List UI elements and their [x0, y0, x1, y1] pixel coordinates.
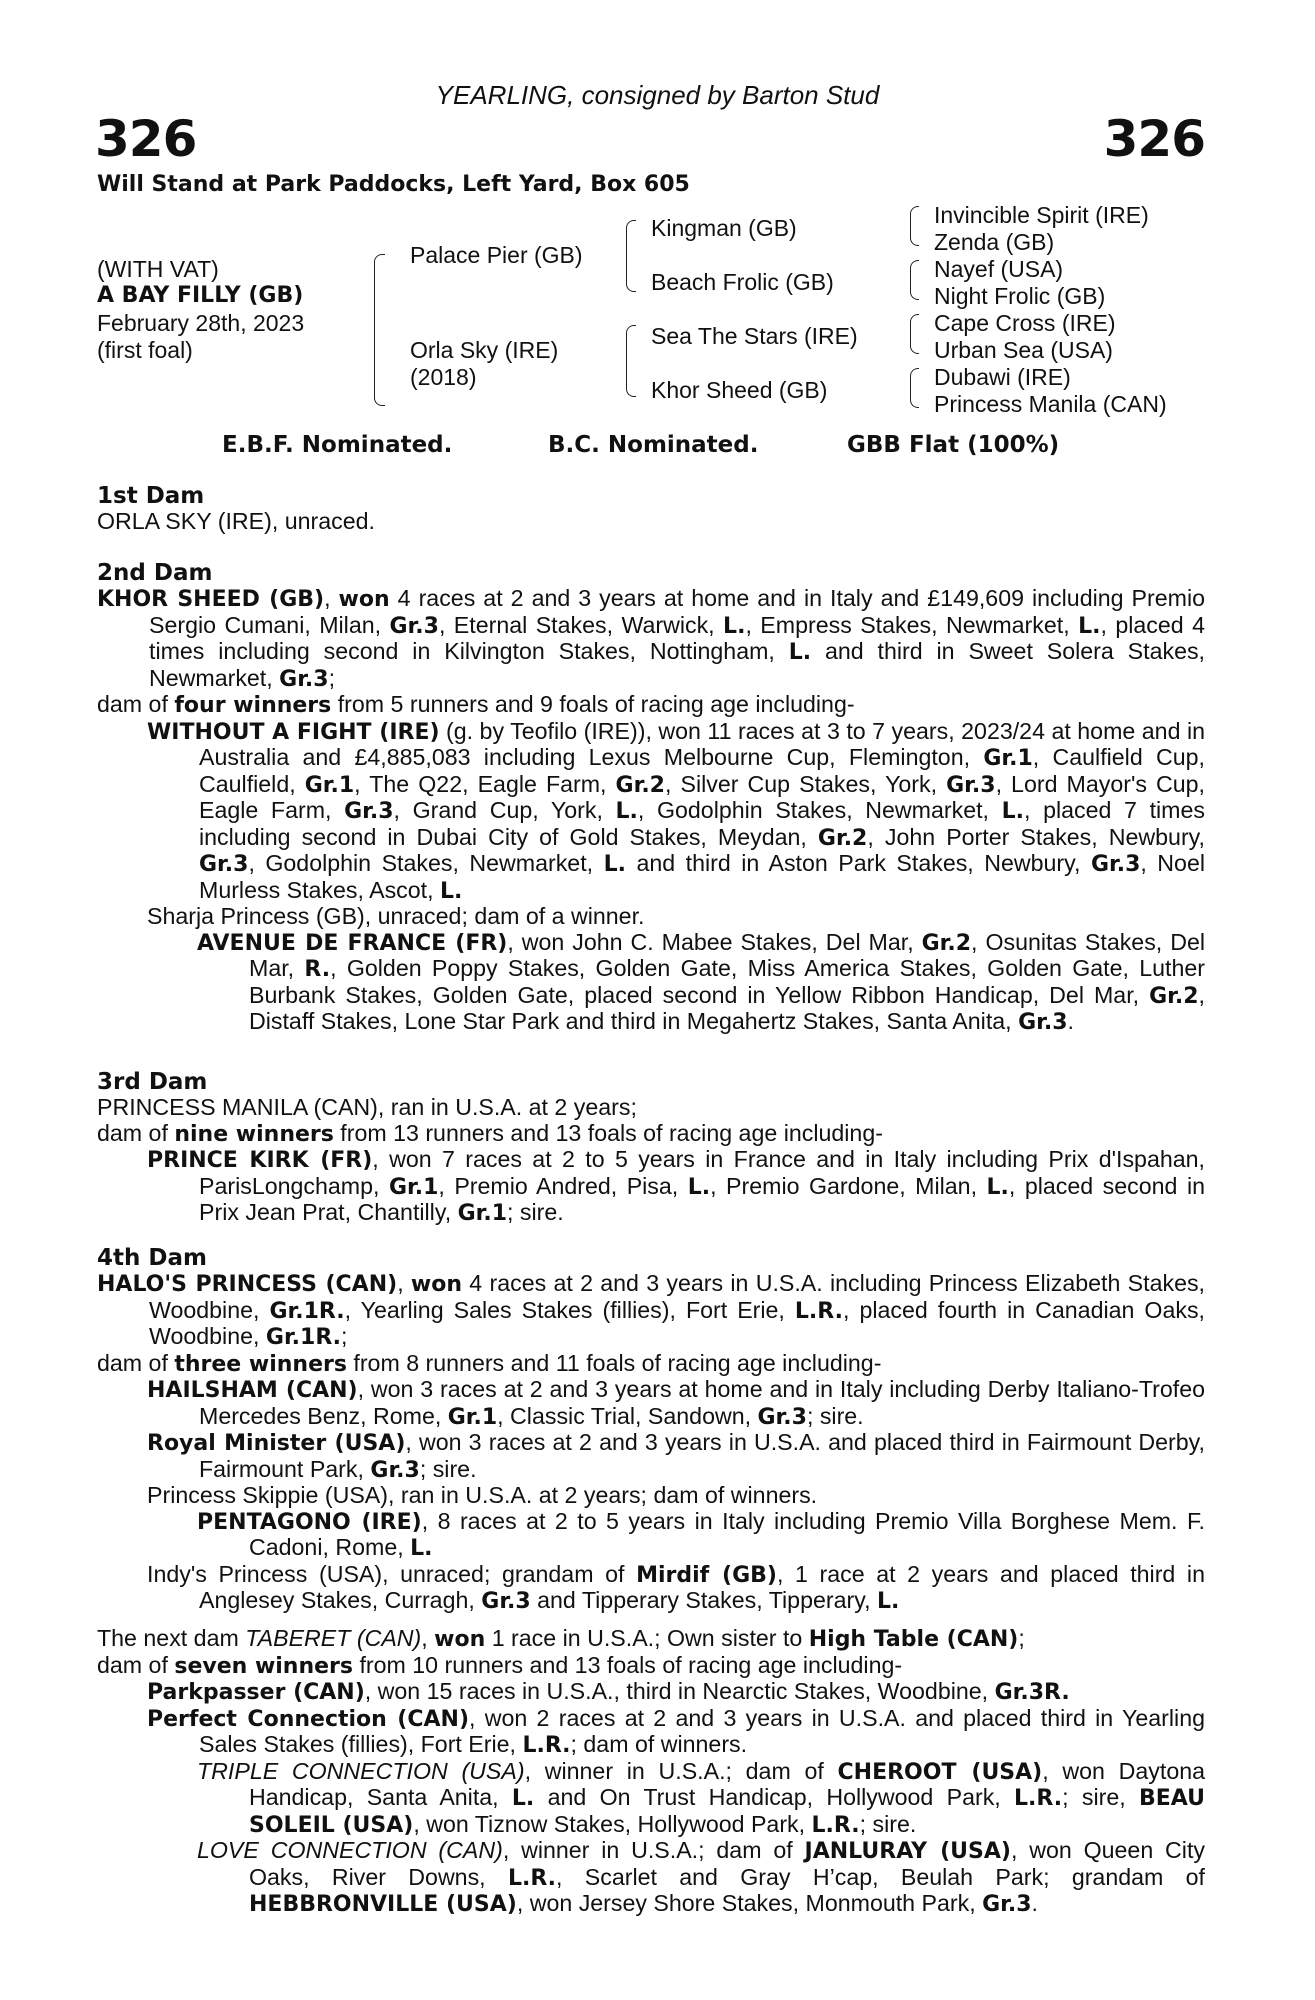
next-dam-produce-line: dam of seven winners from 10 runners and 13 foals of racing age including-: [97, 1651, 903, 1679]
fourth-dam-grandfoal-1: PENTAGONO (IRE), 8 races at 2 to 5 years in Italy including Premio Villa Borghese Mem. F. Cadoni, Rome, L.: [197, 1507, 1205, 1561]
pedigree-gen3-2: Zenda (GB): [934, 229, 1055, 255]
stand-location: Will Stand at Park Paddocks, Left Yard, Box 605: [97, 172, 690, 197]
next-dam-body: [97, 1626, 1205, 1918]
lot-number-left: 326: [95, 110, 197, 168]
third-dam-produce-line: dam of nine winners from 13 runners and 13 foals of racing age including-: [97, 1119, 883, 1147]
next-dam-grandfoal-2: LOVE CONNECTION (CAN), winner in U.S.A.; dam of JANLURAY (USA), won Queen City Oaks, River Downs, L.R., Scarlet and Gray H’cap, Beulah Park; grandam of HEBBRONVILLE (USA), won Jersey Shore Stakes, Monmouth Park, Gr.3.: [197, 1837, 1205, 1917]
brace-gen3-1: [910, 206, 919, 246]
subject-vat: (WITH VAT): [97, 256, 219, 282]
third-dam-para: PRINCESS MANILA (CAN), ran in U.S.A. at 2 years;: [97, 1094, 637, 1120]
brace-gen2-dam: [626, 325, 636, 397]
pedigree-dam-year: (2018): [410, 364, 477, 390]
fourth-dam-produce-line: dam of three winners from 8 runners and 11 foals of racing age including-: [97, 1349, 882, 1377]
second-dam-heading: 2nd Dam: [97, 560, 213, 586]
first-dam-text: ORLA SKY (IRE), unraced.: [97, 508, 375, 534]
pedigree-gen3-1: Invincible Spirit (IRE): [934, 202, 1149, 228]
subject-dob: February 28th, 2023: [97, 310, 305, 336]
pedigree-gen3-3: Nayef (USA): [934, 256, 1064, 282]
pedigree-gen2-3: Sea The Stars (IRE): [651, 323, 858, 349]
pedigree-gen2-1: Kingman (GB): [651, 215, 797, 241]
nomination-gbb: GBB Flat (100%): [847, 432, 1060, 458]
subject-note: (first foal): [97, 337, 193, 363]
brace-gen3-2: [910, 260, 919, 300]
pedigree-gen3-6: Urban Sea (USA): [934, 337, 1113, 363]
second-dam-para: KHOR SHEED (GB), won 4 races at 2 and 3 years at home and in Italy and £149,609 including Premio Sergio Cumani, Milan, Gr.3, Eternal Stakes, Warwick, L., Empress Stakes, Newmarket, L., placed 4 times including second in Kilvington Stakes, Nottingham, L. and third in Sweet Solera Stakes, Newmarket, Gr.3;: [97, 585, 1205, 692]
fourth-dam-foal-3: Princess Skippie (USA), ran in U.S.A. at 2 years; dam of winners.: [147, 1482, 818, 1508]
pedigree-dam: Orla Sky (IRE): [410, 337, 559, 363]
fourth-dam-foal-2: Royal Minister (USA), won 3 races at 2 and 3 years in U.S.A. and placed third in Fairmount Derby, Fairmount Park, Gr.3; sire.: [147, 1429, 1205, 1483]
third-dam-heading: 3rd Dam: [97, 1069, 208, 1095]
next-dam-foal-2: Perfect Connection (CAN), won 2 races at 2 and 3 years in U.S.A. and placed third in Yearling Sales Stakes (fillies), Fort Erie, L.R.; dam of winners.: [147, 1704, 1205, 1758]
brace-gen3-3: [910, 314, 919, 354]
nomination-bc: B.C. Nominated.: [548, 432, 759, 458]
pedigree-gen3-5: Cape Cross (IRE): [934, 310, 1116, 336]
second-dam-produce-line: dam of four winners from 5 runners and 9 foals of racing age including-: [97, 691, 855, 718]
pedigree-gen2-2: Beach Frolic (GB): [651, 269, 834, 295]
next-dam-foal-1: Parkpasser (CAN), won 15 races in U.S.A., third in Nearctic Stakes, Woodbine, Gr.3R.: [147, 1678, 1070, 1705]
second-dam-foal-1: WITHOUT A FIGHT (IRE) (g. by Teofilo (IRE)), won 11 races at 3 to 7 years, 2023/24 at home and in Australia and £4,885,083 including Lexus Melbourne Cup, Flemington, Gr.1, Caulfield Cup, Caulfield, Gr.1, The Q22, Eagle Farm, Gr.2, Silver Cup Stakes, York, Gr.3, Lord Mayor's Cup, Eagle Farm, Gr.3, Grand Cup, York, L., Godolphin Stakes, Newmarket, L., placed 7 times including second in Dubai City of Gold Stakes, Meydan, Gr.2, John Porter Stakes, Newbury, Gr.3, Godolphin Stakes, Newmarket, L. and third in Aston Park Stakes, Newbury, Gr.3, Noel Murless Stakes, Ascot, L.: [147, 717, 1205, 904]
brace-gen2-sire: [626, 220, 636, 292]
second-dam-body: [97, 586, 1205, 1036]
third-dam-body: [97, 1095, 1205, 1227]
fourth-dam-heading: 4th Dam: [97, 1245, 207, 1271]
next-dam-grandfoal-1: TRIPLE CONNECTION (USA), winner in U.S.A.; dam of CHEROOT (USA), won Daytona Handicap, Santa Anita, L. and On Trust Handicap, Hollywood Park, L.R.; sire, BEAU SOLEIL (USA), won Tiznow Stakes, Hollywood Park, L.R.; sire.: [197, 1757, 1206, 1838]
first-dam-heading: 1st Dam: [97, 483, 205, 509]
brace-gen1: [374, 254, 385, 406]
lot-number-right: 326: [1103, 110, 1205, 168]
pedigree-gen2-4: Khor Sheed (GB): [651, 377, 828, 403]
fourth-dam-para: HALO'S PRINCESS (CAN), won 4 races at 2 and 3 years in U.S.A. including Princess Elizabeth Stakes, Woodbine, Gr.1R., Yearling Sales Stakes (fillies), Fort Erie, L.R., placed fourth in Canadian Oaks, Woodbine, Gr.1R.;: [97, 1270, 1205, 1350]
fourth-dam-foal-4: Indy's Princess (USA), unraced; grandam of Mirdif (GB), 1 race at 2 years and placed third in Anglesey Stakes, Curragh, Gr.3 and Tipperary Stakes, Tipperary, L.: [147, 1560, 1205, 1614]
third-dam-foal-1: PRINCE KIRK (FR), won 7 races at 2 to 5 years in France and in Italy including Prix d'Ispahan, ParisLongchamp, Gr.1, Premio Andred, Pisa, L., Premio Gardone, Milan, L., placed second in Prix Jean Prat, Chantilly, Gr.1; sire.: [147, 1146, 1205, 1226]
second-dam-grandfoal-1: AVENUE DE FRANCE (FR), won John C. Mabee Stakes, Del Mar, Gr.2, Osunitas Stakes, Del Mar, R., Golden Poppy Stakes, Golden Gate, Miss America Stakes, Golden Gate, Luther Burbank Stakes, Golden Gate, placed second in Yellow Ribbon Handicap, Del Mar, Gr.2, Distaff Stakes, Lone Star Park and third in Megahertz Stakes, Santa Anita, Gr.3.: [197, 928, 1205, 1035]
subject-name: A BAY FILLY (GB): [97, 283, 304, 308]
brace-gen3-4: [910, 368, 919, 408]
next-dam-para: The next dam TABERET (CAN), won 1 race in U.S.A.; Own sister to High Table (CAN);: [97, 1625, 1025, 1652]
pedigree-gen3-8: Princess Manila (CAN): [934, 391, 1167, 417]
pedigree-sire: Palace Pier (GB): [410, 242, 583, 268]
fourth-dam-body: [97, 1271, 1205, 1615]
fourth-dam-foal-1: HAILSHAM (CAN), won 3 races at 2 and 3 years at home and in Italy including Derby Italiano-Trofeo Mercedes Benz, Rome, Gr.1, Classic Trial, Sandown, Gr.3; sire.: [147, 1376, 1206, 1430]
pedigree-gen3-7: Dubawi (IRE): [934, 364, 1071, 390]
second-dam-foal-2: Sharja Princess (GB), unraced; dam of a winner.: [147, 903, 645, 929]
nomination-ebf: E.B.F. Nominated.: [222, 432, 453, 458]
pedigree-gen3-4: Night Frolic (GB): [934, 283, 1106, 309]
consignment-line: YEARLING, consigned by Barton Stud: [435, 80, 880, 110]
